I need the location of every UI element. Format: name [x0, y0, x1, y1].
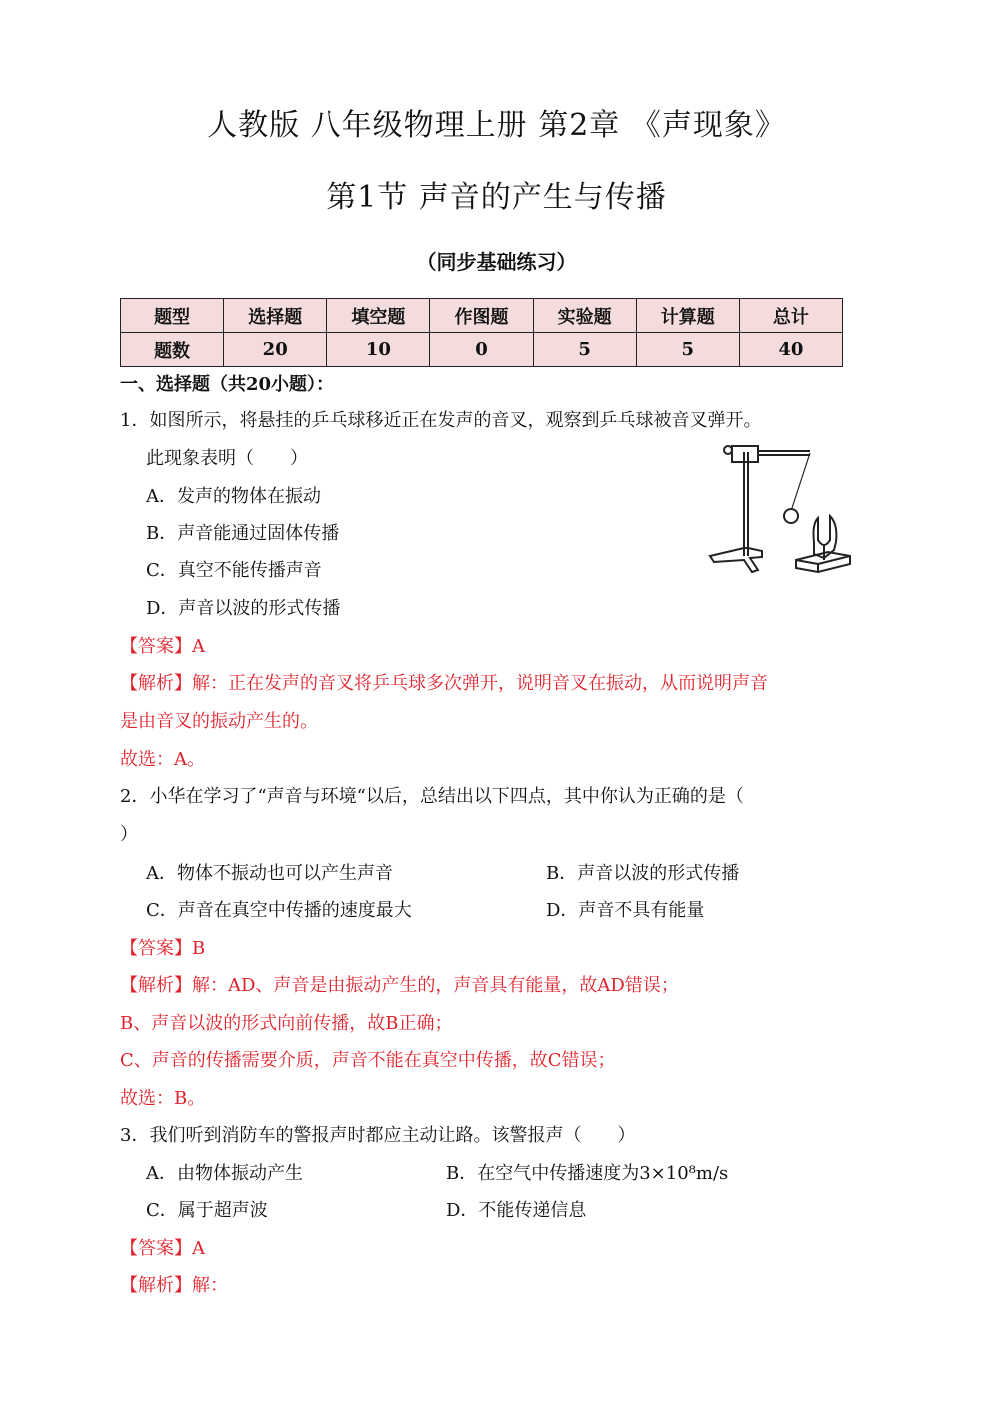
part-heading: 一、选择题（共20小题）：: [120, 374, 335, 395]
q2-option-a: A．物体不振动也可以产生声音: [146, 863, 393, 884]
table-cell: 填空题: [327, 299, 430, 333]
q1-analysis-line2: 是由音叉的振动产生的。: [120, 711, 318, 732]
table-cell: 0: [430, 333, 533, 367]
section-title: 第1节 声音的产生与传播: [326, 180, 667, 215]
q2-analysis-line2: B、声音以波的形式向前传播，故B正确；: [120, 1013, 453, 1034]
table-cell: 题型: [121, 299, 224, 333]
q1-analysis-line1: 【解析】解：正在发声的音叉将乒乓球多次弹开，说明音叉在振动，从而说明声音: [120, 673, 768, 694]
q3-analysis: 【解析】解：: [120, 1275, 228, 1296]
q1-option-d: D．声音以波的形式传播: [146, 598, 341, 619]
subtitle: （同步基础练习）: [416, 250, 577, 274]
q2-choice: 故选：B。: [120, 1088, 206, 1109]
q3-option-c: C．属于超声波: [146, 1200, 268, 1221]
q1-choice: 故选：A。: [120, 749, 205, 770]
q2-analysis-line1: 【解析】解：AD、声音是由振动产生的，声音具有能量，故AD错误；: [120, 975, 679, 996]
table-header-row: [121, 299, 843, 333]
q2-stem-line1: 2．小华在学习了“声音与环境“以后，总结出以下四点，其中你认为正确的是（: [120, 786, 744, 807]
tuning-fork-pingpong-figure: [700, 438, 862, 576]
q1-stem-line2: 此现象表明（ ）: [146, 448, 308, 469]
q1-option-b: B．声音能通过固体传播: [146, 523, 340, 544]
q2-stem-line2: ）: [120, 824, 138, 845]
q2-option-b: B．声音以波的形式传播: [546, 863, 740, 884]
table-cell: 5: [533, 333, 636, 367]
q1-option-a: A．发声的物体在振动: [146, 486, 321, 507]
q2-analysis-line3: C、声音的传播需要介质，声音不能在真空中传播，故C错误；: [120, 1050, 616, 1071]
document-title: 人教版 八年级物理上册 第2章 《声现象》: [207, 108, 786, 143]
apparatus-drawing: [700, 438, 862, 576]
table-cell: 实验题: [533, 299, 636, 333]
table-cell: 5: [636, 333, 739, 367]
q2-answer: 【答案】B: [120, 938, 206, 959]
table-cell: 总计: [739, 299, 842, 333]
q1-stem-line1: 1．如图所示，将悬挂的乒乓球移近正在发声的音叉，观察到乒乓球被音叉弹开。: [120, 410, 762, 431]
q3-answer: 【答案】A: [120, 1238, 205, 1259]
table-cell: 题数: [121, 333, 224, 367]
q1-answer: 【答案】A: [120, 636, 205, 657]
q2-option-d: D．声音不具有能量: [546, 900, 705, 921]
table-cell: 10: [327, 333, 430, 367]
q2-option-c: C．声音在真空中传播的速度最大: [146, 900, 412, 921]
q3-stem: 3．我们听到消防车的警报声时都应主动让路。该警报声（ ）: [120, 1125, 636, 1146]
question-count-table: [120, 298, 843, 367]
table-cell: 40: [739, 333, 842, 367]
q3-option-b: B．在空气中传播速度为3×10⁸m/s: [446, 1163, 729, 1184]
table-cell: 20: [224, 333, 327, 367]
table-cell: 选择题: [224, 299, 327, 333]
table-cell: 计算题: [636, 299, 739, 333]
q3-option-d: D．不能传递信息: [446, 1200, 587, 1221]
table-cell: 作图题: [430, 299, 533, 333]
table-row: [121, 333, 843, 367]
q1-option-c: C．真空不能传播声音: [146, 560, 322, 581]
q3-option-a: A．由物体振动产生: [146, 1163, 303, 1184]
